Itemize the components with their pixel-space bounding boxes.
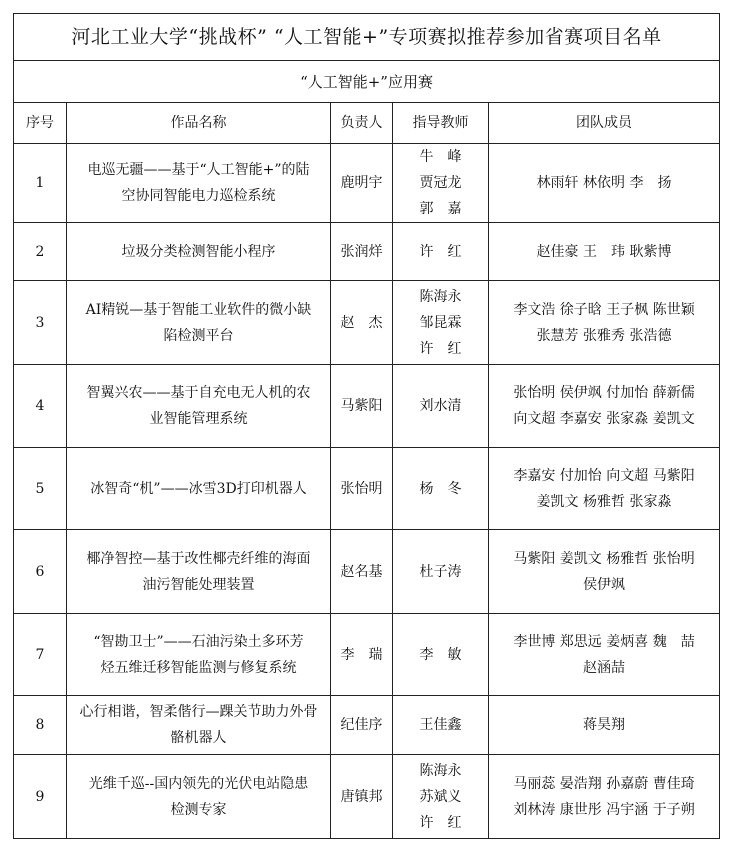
project-name: 垃圾分类检测智能小程序 xyxy=(67,223,331,281)
team-members: 蒋昊翔 xyxy=(489,696,720,755)
row-number: 2 xyxy=(14,223,67,281)
header-name: 作品名称 xyxy=(67,103,331,144)
table-row xyxy=(14,448,720,530)
table-row xyxy=(14,755,720,839)
team-members: 林雨轩 林依明 李 扬 xyxy=(489,144,720,223)
project-name: AI精锐—基于智能工业软件的微小缺 陷检测平台 xyxy=(67,281,331,365)
project-advisor: 李 敏 xyxy=(393,614,489,696)
team-members: 张怡明 侯伊飒 付加怡 薛新儒 向文超 李嘉安 张家淼 姜凯文 xyxy=(489,365,720,448)
category-title: “人工智能+”应用赛 xyxy=(14,61,720,103)
header-leader: 负责人 xyxy=(331,103,393,144)
team-members: 马丽蕊 晏浩翔 孙嘉蔚 曹佳琦 刘林涛 康世彤 冯宇涵 于子朔 xyxy=(489,755,720,839)
row-number: 4 xyxy=(14,365,67,448)
title-row xyxy=(14,14,720,61)
project-leader: 鹿明宇 xyxy=(331,144,393,223)
team-members: 赵佳豪 王 玮 耿紫博 xyxy=(489,223,720,281)
table-row xyxy=(14,696,720,755)
project-name: 智翼兴农——基于自充电无人机的农 业智能管理系统 xyxy=(67,365,331,448)
project-advisor: 王佳鑫 xyxy=(393,696,489,755)
team-members: 李世博 郑思远 姜炳喜 魏 喆 赵涵喆 xyxy=(489,614,720,696)
subtitle-row xyxy=(14,61,720,103)
table-row xyxy=(14,530,720,614)
project-advisor: 刘水清 xyxy=(393,365,489,448)
project-name: 椰净智控—基于改性椰壳纤维的海面 油污智能处理装置 xyxy=(67,530,331,614)
project-name: “智勘卫士”——石油污染土多环芳 烃五维迁移智能监测与修复系统 xyxy=(67,614,331,696)
row-number: 3 xyxy=(14,281,67,365)
team-members: 李文浩 徐子晗 王子枫 陈世颖 张慧芳 张雅秀 张浩德 xyxy=(489,281,720,365)
project-advisor: 陈海永 苏斌义 许 红 xyxy=(393,755,489,839)
team-members: 马紫阳 姜凯文 杨雅哲 张怡明 侯伊飒 xyxy=(489,530,720,614)
table-row xyxy=(14,614,720,696)
project-name: 光维千巡--国内领先的光伏电站隐患 检测专家 xyxy=(67,755,331,839)
row-number: 1 xyxy=(14,144,67,223)
team-members: 李嘉安 付加怡 向文超 马紫阳 姜凯文 杨雅哲 张家淼 xyxy=(489,448,720,530)
table-row xyxy=(14,281,720,365)
project-advisor: 陈海永 邹昆霖 许 红 xyxy=(393,281,489,365)
header-no: 序号 xyxy=(14,103,67,144)
row-number: 8 xyxy=(14,696,67,755)
project-advisor: 牛 峰 贾冠龙 郭 嘉 xyxy=(393,144,489,223)
project-advisor: 杜子涛 xyxy=(393,530,489,614)
project-leader: 张怡明 xyxy=(331,448,393,530)
row-number: 7 xyxy=(14,614,67,696)
project-leader: 纪佳序 xyxy=(331,696,393,755)
project-leader: 李 瑞 xyxy=(331,614,393,696)
document-sheet xyxy=(13,13,719,839)
header-advisor: 指导教师 xyxy=(393,103,489,144)
table-row xyxy=(14,365,720,448)
row-number: 6 xyxy=(14,530,67,614)
project-leader: 张润烊 xyxy=(331,223,393,281)
table-row xyxy=(14,223,720,281)
project-table xyxy=(13,13,720,839)
project-leader: 赵名基 xyxy=(331,530,393,614)
project-leader: 马紫阳 xyxy=(331,365,393,448)
header-row xyxy=(14,103,720,144)
row-number: 5 xyxy=(14,448,67,530)
project-name: 心行相谐，智柔偕行—踝关节助力外骨 骼机器人 xyxy=(67,696,331,755)
document-title: 河北工业大学“挑战杯” “人工智能+”专项赛拟推荐参加省赛项目名单 xyxy=(14,14,720,61)
table-row xyxy=(14,144,720,223)
row-number: 9 xyxy=(14,755,67,839)
project-name: 冰智奇“机”——冰雪3D打印机器人 xyxy=(67,448,331,530)
project-name: 电巡无疆——基于“人工智能+”的陆 空协同智能电力巡检系统 xyxy=(67,144,331,223)
project-leader: 赵 杰 xyxy=(331,281,393,365)
header-team: 团队成员 xyxy=(489,103,720,144)
project-advisor: 杨 冬 xyxy=(393,448,489,530)
project-advisor: 许 红 xyxy=(393,223,489,281)
project-leader: 唐镇邦 xyxy=(331,755,393,839)
